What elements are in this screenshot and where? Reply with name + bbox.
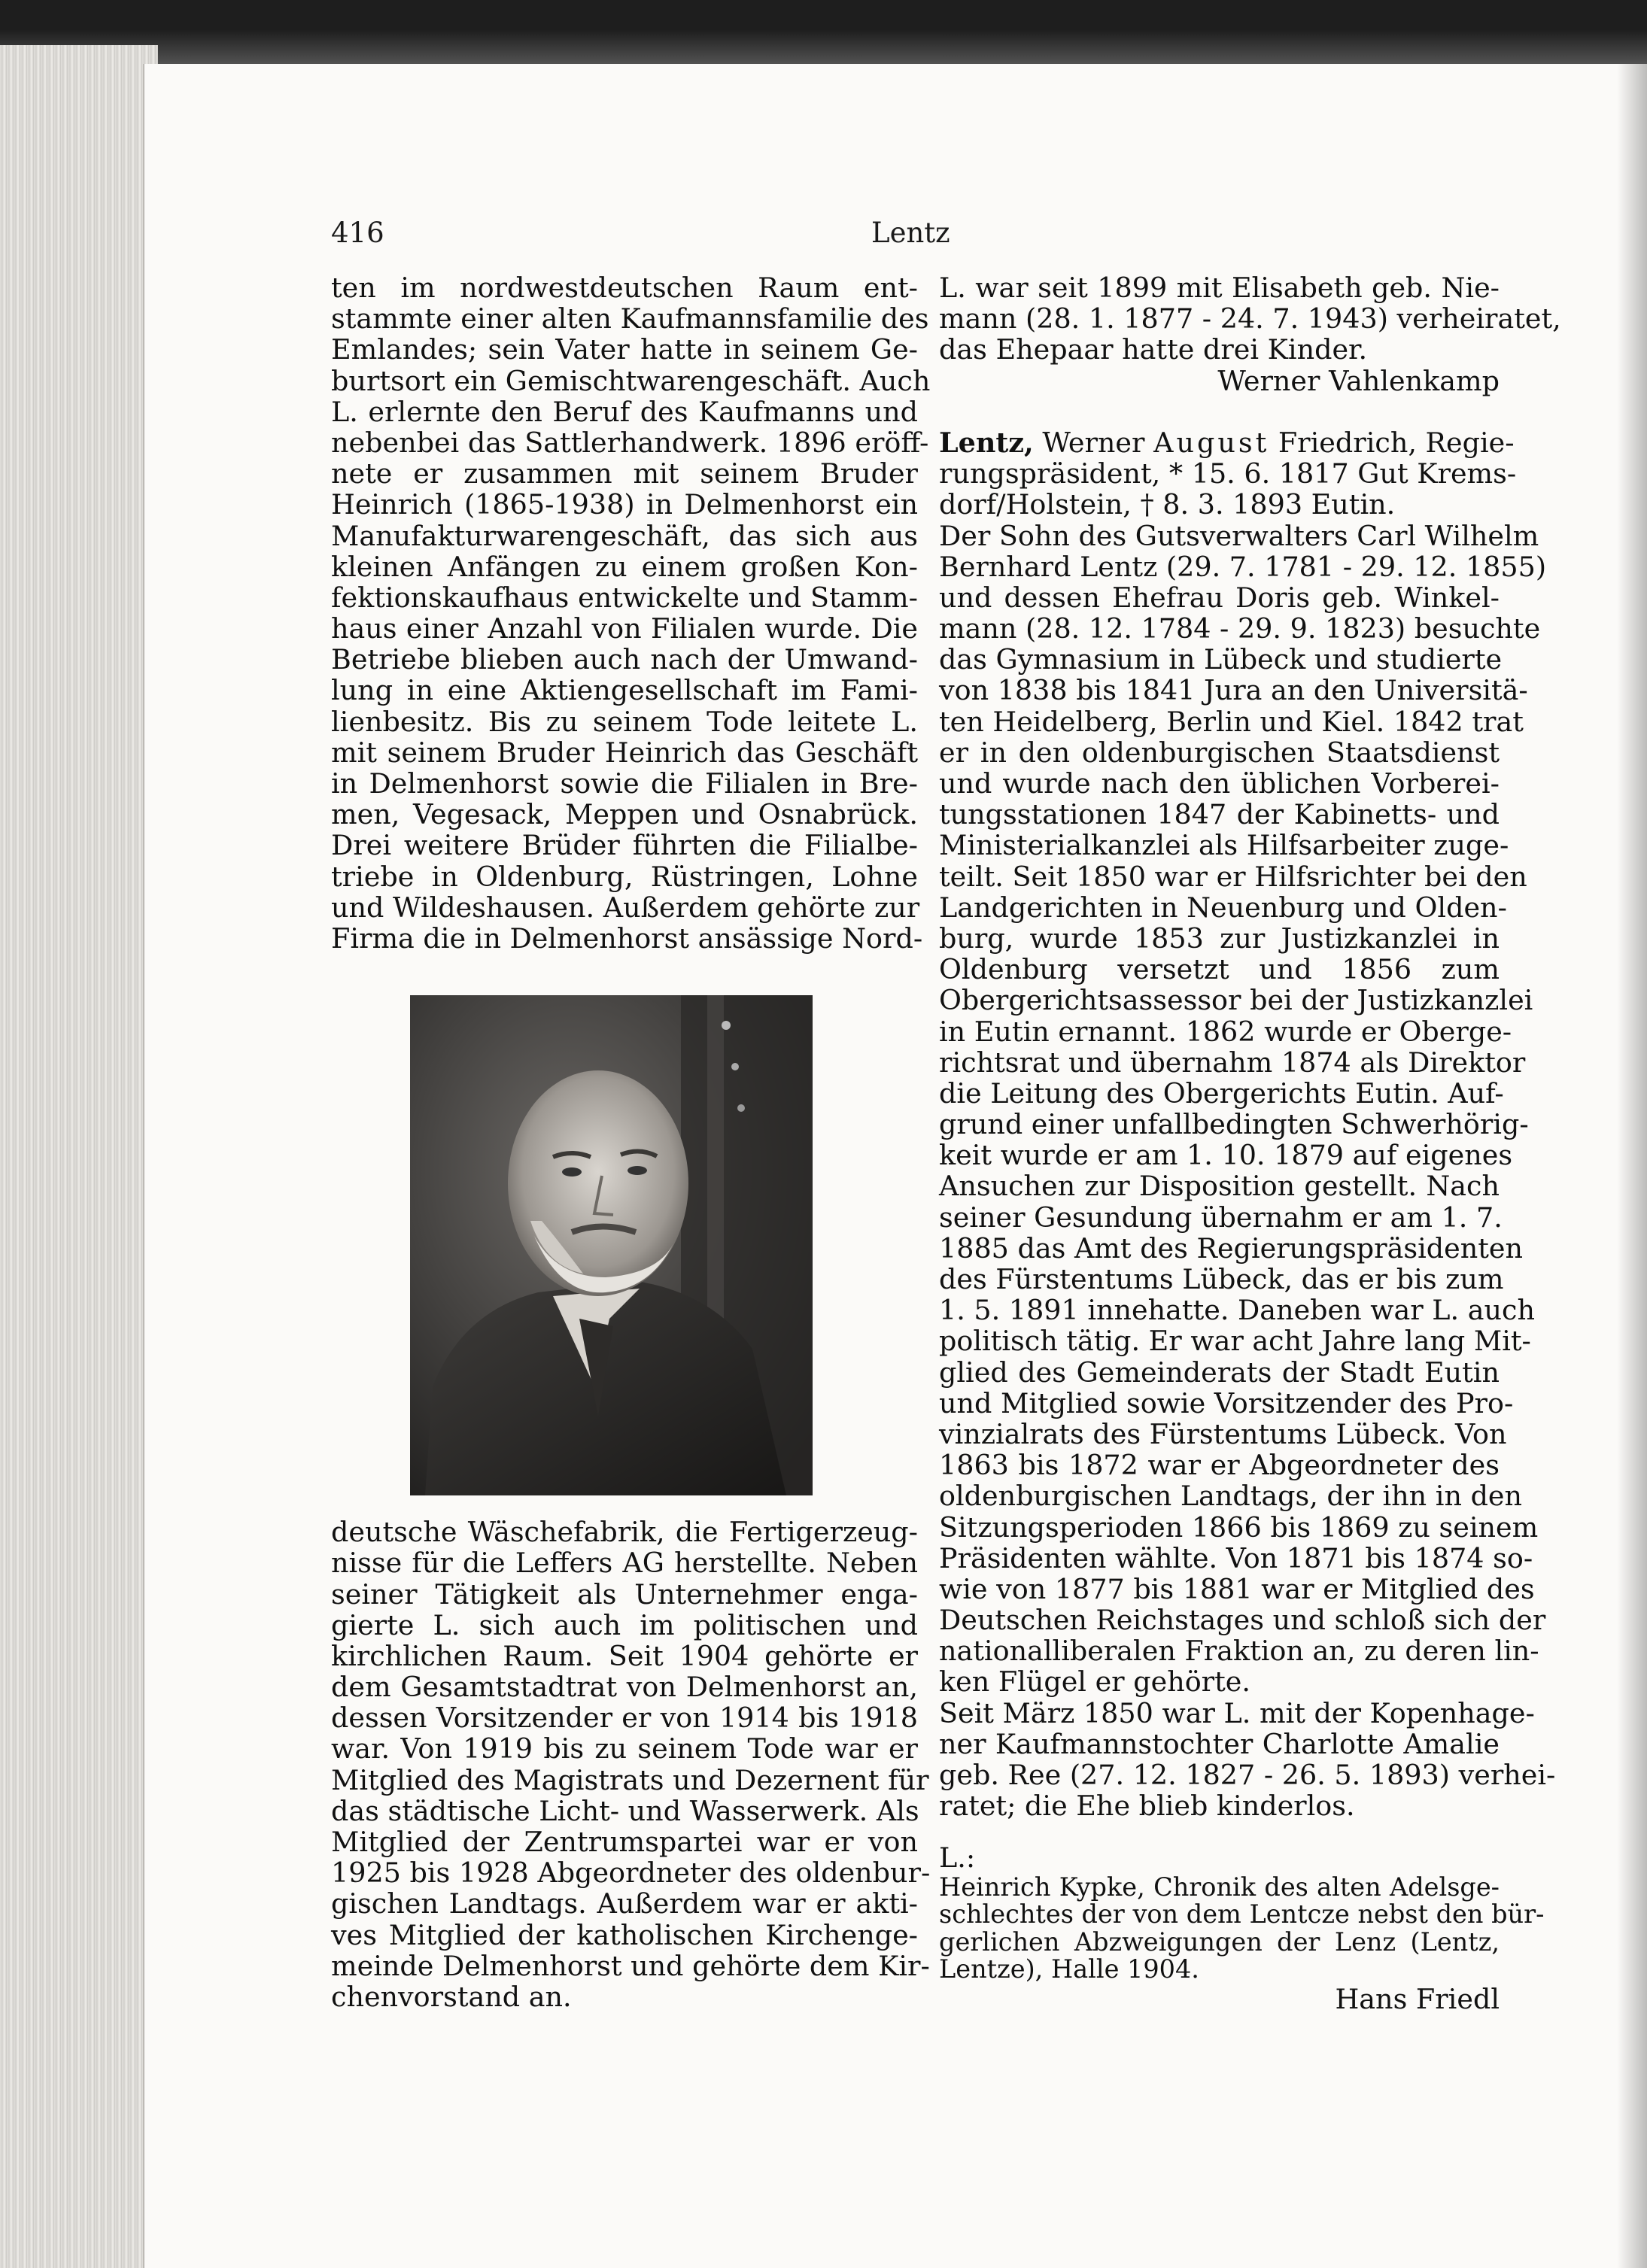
text-line: chenvorstand an. xyxy=(331,1980,572,2013)
text-line: 1863 bis 1872 war er Abgeordneter des xyxy=(939,1449,1500,1482)
text-line: Oldenburg versetzt und 1856 zum xyxy=(939,953,1500,986)
text-line: in Eutin ernannt. 1862 wurde er Oberge- xyxy=(939,1015,1512,1048)
text-line: kleinen Anfängen zu einem großen Kon- xyxy=(331,550,918,583)
text-line: Der Sohn des Gutsverwalters Carl Wilhelm xyxy=(939,519,1539,552)
author-signature: Hans Friedl xyxy=(1335,1982,1500,2015)
text-line: haus einer Anzahl von Filialen wurde. Die xyxy=(331,612,918,645)
text-line: Drei weitere Brüder führten die Filialbe- xyxy=(331,829,918,862)
text-line: burtsort ein Gemischtwarengeschäft. Auch xyxy=(331,364,931,397)
entry-heading-line-3: dorf/Holstein, † 8. 3. 1893 Eutin. xyxy=(939,488,1396,521)
text-line: stammte einer alten Kaufmannsfamilie des xyxy=(331,302,929,335)
portrait-image xyxy=(410,995,813,1495)
text-line: kirchlichen Raum. Seit 1904 gehörte er xyxy=(331,1639,918,1672)
author-signature: Werner Vahlenkamp xyxy=(1217,364,1500,397)
entry-heading-line-1 xyxy=(939,426,1515,459)
text-line: Bernhard Lentz (29. 7. 1781 - 29. 12. 1855) xyxy=(939,550,1547,583)
text-line: Firma die in Delmenhorst ansässige Nord- xyxy=(331,921,923,955)
text-line: burg, wurde 1853 zur Justizkanzlei in xyxy=(939,921,1500,955)
right-column xyxy=(939,272,1561,2015)
text-line: Lentze), Halle 1904. xyxy=(939,1954,1199,1984)
text-line: Betriebe blieben auch nach der Umwand- xyxy=(331,643,918,676)
literature-gap xyxy=(939,1821,1500,1842)
text-line: nisse für die Leffers AG herstellte. Neben xyxy=(331,1547,918,1580)
text-line: mit seinem Bruder Heinrich das Geschäft xyxy=(331,736,918,769)
text-line: Präsidenten wählte. Von 1871 bis 1874 so- xyxy=(939,1541,1533,1574)
book-page-edges xyxy=(0,45,158,2268)
entry-surname: Lentz, xyxy=(939,426,1034,459)
text-line: ves Mitglied der katholischen Kirchenge- xyxy=(331,1918,918,1951)
text-line: lung in eine Aktiengesellschaft im Fami- xyxy=(331,674,918,707)
text-line: und Mitglied sowie Vorsitzender des Pro- xyxy=(939,1386,1514,1419)
text-line: glied des Gemeinderats der Stadt Eutin xyxy=(939,1356,1500,1389)
text-line: nete er zusammen mit seinem Bruder xyxy=(331,457,918,490)
text-line: dem Gesamtstadtrat von Delmenhorst an, xyxy=(331,1671,918,1704)
text-line: wie von 1877 bis 1881 war er Mitglied des xyxy=(939,1572,1535,1605)
text-line: Ansuchen zur Disposition gestellt. Nach xyxy=(939,1170,1500,1203)
entry-middle-name: August xyxy=(1153,426,1270,459)
text-line: war. Von 1919 bis zu seinem Tode war er xyxy=(331,1732,918,1766)
text-line: gierte L. sich auch im politischen und xyxy=(331,1608,918,1641)
text-line: men, Vegesack, Meppen und Osnabrück. xyxy=(331,798,918,831)
text-line: ken Flügel er gehörte. xyxy=(939,1665,1250,1699)
text-line: keit wurde er am 1. 10. 1879 auf eigenes xyxy=(939,1139,1513,1172)
text-line: Mitglied des Magistrats und Dezernent für xyxy=(331,1763,929,1796)
text-line: Heinrich Kypke, Chronik des alten Adelsge- xyxy=(939,1872,1500,1902)
text-line: Manufakturwarengeschäft, das sich aus xyxy=(331,519,918,552)
text-line: das Ehepaar hatte drei Kinder. xyxy=(939,333,1368,366)
left-column-text-top xyxy=(331,272,931,955)
text-line: nationalliberalen Fraktion an, zu deren lin- xyxy=(939,1635,1539,1668)
entry-body-text xyxy=(939,519,1556,1823)
text-line: Landgerichten in Neuenburg und Olden- xyxy=(939,891,1507,924)
text-line: politisch tätig. Er war acht Jahre lang Mit- xyxy=(939,1325,1531,1358)
text-line: gischen Landtags. Außerdem war er akti- xyxy=(331,1887,918,1920)
text-line: lienbesitz. Bis zu seinem Tode leitete L. xyxy=(331,705,918,738)
text-line: und Wildeshausen. Außerdem gehörte zur xyxy=(331,891,920,924)
text-line: von 1838 bis 1841 Jura an den Universitä- xyxy=(939,674,1528,707)
text-line: ratet; die Ehe blieb kinderlos. xyxy=(939,1790,1355,1823)
text-line: die Leitung des Obergerichts Eutin. Auf- xyxy=(939,1076,1504,1110)
text-line: gerlichen Abzweigungen der Lenz (Lentz, xyxy=(939,1926,1500,1957)
text-line: Ministerialkanzlei als Hilfsarbeiter zuge- xyxy=(939,829,1509,862)
text-line: das städtische Licht- und Wasserwerk. Als xyxy=(331,1794,919,1827)
text-line: 1885 das Amt des Regierungspräsidenten xyxy=(939,1231,1523,1265)
text-line: in Delmenhorst sowie die Filialen in Bre- xyxy=(331,767,918,800)
text-line: ten Heidelberg, Berlin und Kiel. 1842 trat xyxy=(939,705,1524,738)
previous-entry-ending xyxy=(939,272,1561,366)
text-line: richtsrat und übernahm 1874 als Direktor xyxy=(939,1046,1526,1079)
entry-heading-rest: Friedrich, Regie- xyxy=(1278,426,1515,459)
text-line: 1. 5. 1891 innehatte. Daneben war L. auch xyxy=(939,1294,1535,1327)
text-line: des Fürstentums Lübeck, das er bis zum xyxy=(939,1263,1504,1295)
text-line: grund einer unfallbedingten Schwerhörig- xyxy=(939,1108,1529,1141)
text-line: das Gymnasium in Lübeck und studierte xyxy=(939,643,1503,676)
text-line: L. war seit 1899 mit Elisabeth geb. Nie- xyxy=(939,272,1500,304)
text-line: fektionskaufhaus entwickelte und Stamm- xyxy=(331,581,918,614)
text-line: tungsstationen 1847 der Kabinetts- und xyxy=(939,798,1500,831)
text-line: 1925 bis 1928 Abgeordneter des oldenbur- xyxy=(331,1857,931,1890)
text-line: und dessen Ehefrau Doris geb. Winkel- xyxy=(939,581,1500,614)
page-number: 416 xyxy=(331,217,384,249)
text-line: nebenbei das Sattlerhandwerk. 1896 eröff- xyxy=(331,426,929,459)
text-line: geb. Ree (27. 12. 1827 - 26. 5. 1893) verhei- xyxy=(939,1759,1556,1791)
text-line: er in den oldenburgischen Staatsdienst xyxy=(939,736,1500,769)
text-line: mann (28. 1. 1877 - 24. 7. 1943) verheiratet, xyxy=(939,302,1561,335)
page-edge-shadow xyxy=(1617,64,1647,2268)
left-column-text-bottom xyxy=(331,1516,931,2013)
text-line: mann (28. 12. 1784 - 29. 9. 1823) besuchte xyxy=(939,612,1541,645)
text-line: oldenburgischen Landtags, der ihn in den xyxy=(939,1480,1523,1513)
entry-heading-line-2: rungspräsident, * 15. 6. 1817 Gut Krems- xyxy=(939,457,1517,490)
text-line: vinzialrats des Fürstentums Lübeck. Von xyxy=(939,1417,1507,1450)
text-line: Obergerichtsassessor bei der Justizkanzlei xyxy=(939,984,1533,1017)
text-line: Mitglied der Zentrumspartei war er von xyxy=(331,1826,918,1858)
text-line: seiner Tätigkeit als Unternehmer enga- xyxy=(331,1577,918,1611)
text-line: Heinrich (1865-1938) in Delmenhorst ein xyxy=(331,488,918,521)
text-line: Sitzungsperioden 1866 bis 1869 zu seinem xyxy=(939,1510,1539,1544)
text-line: dessen Vorsitzender er von 1914 bis 1918 xyxy=(331,1702,918,1735)
text-line: und wurde nach den üblichen Vorberei- xyxy=(939,767,1500,800)
text-line: seiner Gesundung übernahm er am 1. 7. xyxy=(939,1201,1503,1234)
entry-gap xyxy=(939,396,1500,427)
text-line: teilt. Seit 1850 war er Hilfsrichter bei den xyxy=(939,860,1527,893)
literature-label: L.: xyxy=(939,1841,976,1875)
text-line: Seit März 1850 war L. mit der Kopenhage- xyxy=(939,1696,1535,1729)
text-line: Emlandes; sein Vater hatte in seinem Ge- xyxy=(331,333,918,366)
text-line: ner Kaufmannstochter Charlotte Amalie xyxy=(939,1727,1500,1760)
text-line: triebe in Oldenburg, Rüstringen, Lohne xyxy=(331,860,918,893)
text-line: schlechtes der von dem Lentcze nebst den bür- xyxy=(939,1899,1545,1929)
entry-given-name: Werner xyxy=(1042,426,1145,459)
text-line: Deutschen Reichstages und schloß sich der xyxy=(939,1604,1546,1637)
text-line: ten im nordwestdeutschen Raum ent- xyxy=(331,272,918,304)
portrait-photo xyxy=(410,995,813,1495)
literature-list xyxy=(939,1872,1545,1984)
text-line: meinde Delmenhorst und gehörte dem Kir- xyxy=(331,1949,930,1982)
text-line: L. erlernte den Beruf des Kaufmanns und xyxy=(331,395,918,428)
text-line: deutsche Wäschefabrik, die Fertigerzeug- xyxy=(331,1516,918,1549)
running-title: Lentz xyxy=(871,217,950,249)
